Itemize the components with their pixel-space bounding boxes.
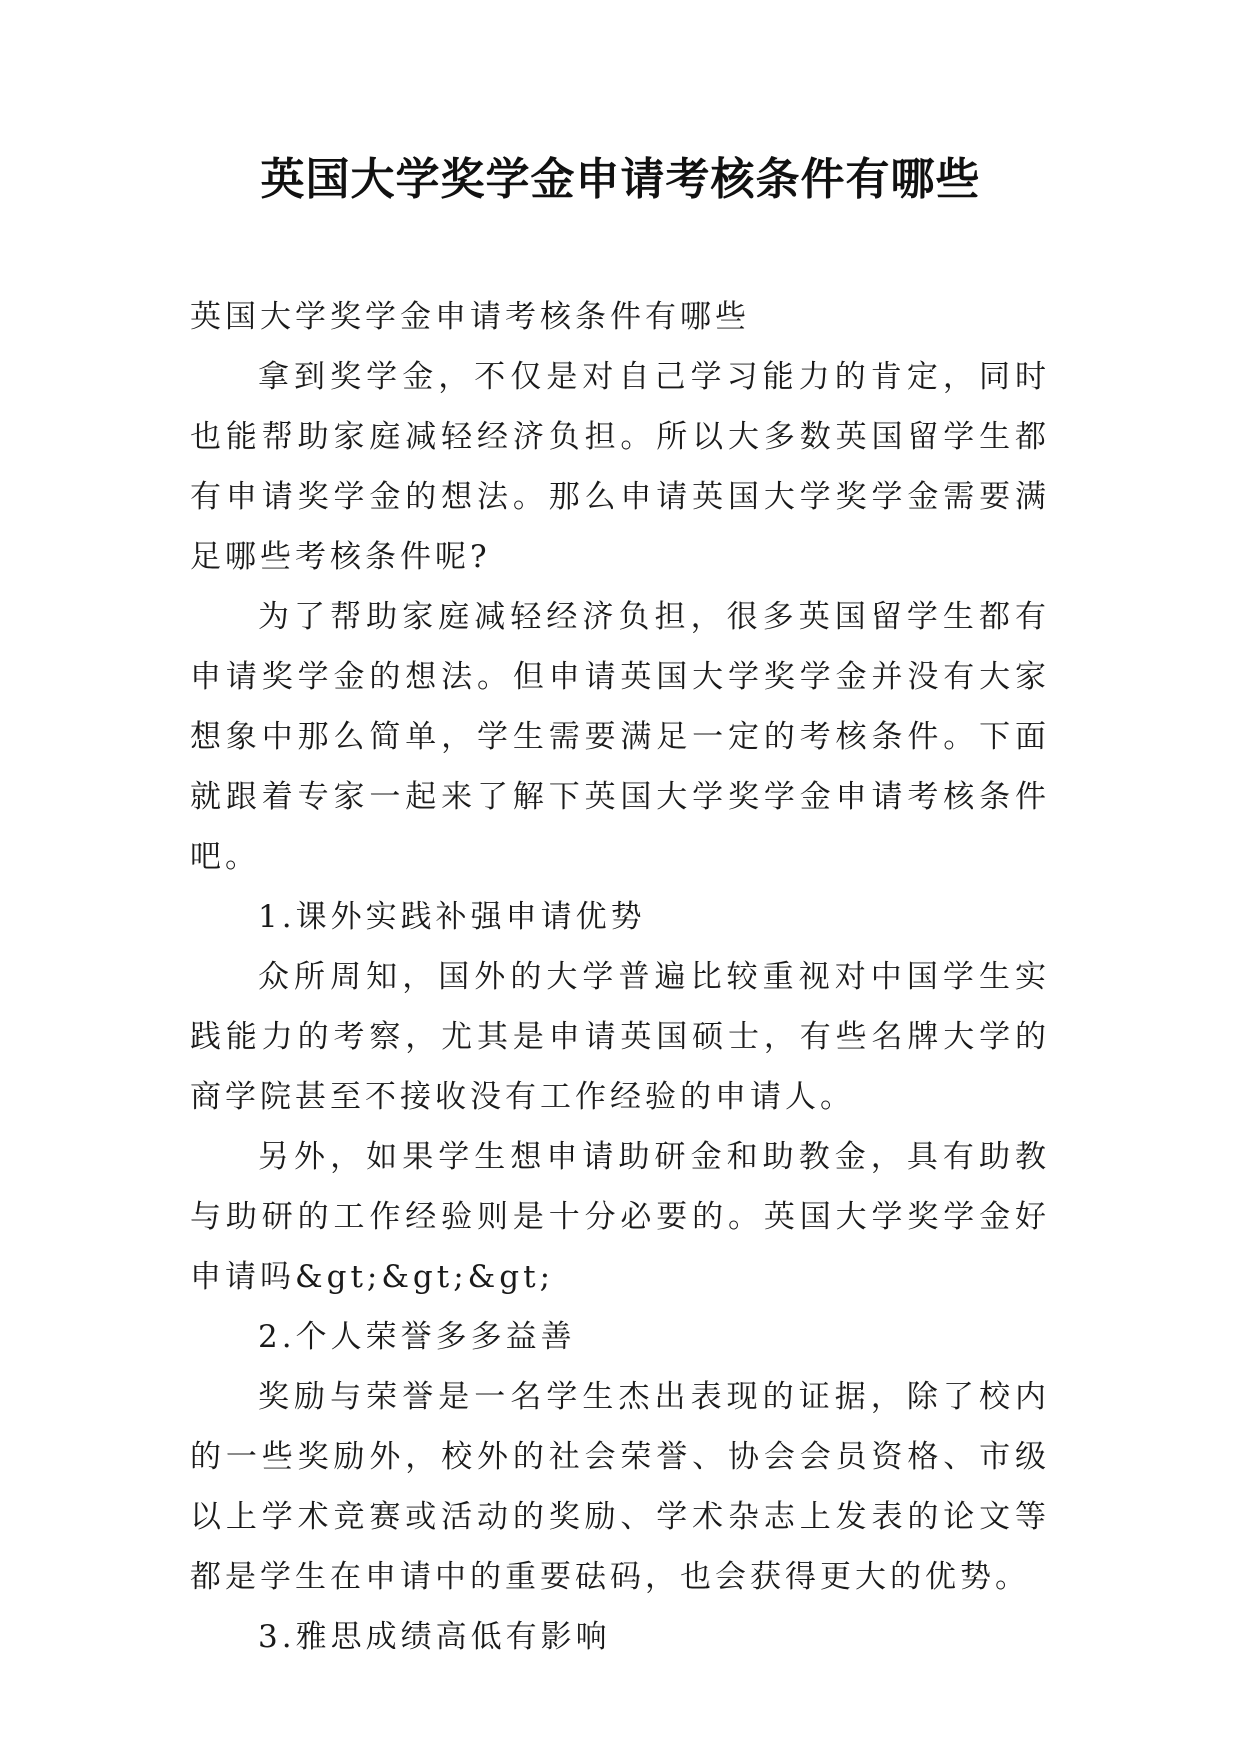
paragraph-background: 为了帮助家庭减轻经济负担，很多英国留学生都有申请奖学金的想法。但申请英国大学奖学金并没有大家想象中那么简单，学生需要满足一定的考核条件。下面就跟着专家一起来了解下英国大学奖学金申请考核条件吧。 bbox=[190, 599, 1050, 875]
section-heading-3: 3.雅思成绩高低有影响 bbox=[258, 1619, 611, 1655]
paragraph-honors: 奖励与荣誉是一名学生杰出表现的证据，除了校内的一些奖励外，校外的社会荣誉、协会会员资格、市级以上学术竞赛或活动的奖励、学术杂志上发表的论文等都是学生在申请中的重要砝码，也会获得更大的优势。 bbox=[190, 1379, 1050, 1595]
section-heading-1: 1.课外实践补强申请优势 bbox=[258, 899, 646, 935]
paragraph-intro: 拿到奖学金，不仅是对自己学习能力的肯定，同时也能帮助家庭减轻经济负担。所以大多数英国留学生都有申请奖学金的想法。那么申请英国大学奖学金需要满足哪些考核条件呢? bbox=[190, 359, 1050, 575]
paragraph-practice: 众所周知，国外的大学普遍比较重视对中国学生实践能力的考察，尤其是申请英国硕士，有些名牌大学的商学院甚至不接收没有工作经验的申请人。 bbox=[190, 959, 1050, 1115]
paragraph-assistantship: 另外，如果学生想申请助研金和助教金，具有助教与助研的工作经验则是十分必要的。英国大学奖学金好申请吗&gt;&gt;&gt; bbox=[190, 1139, 1050, 1295]
subtitle-line: 英国大学奖学金申请考核条件有哪些 bbox=[190, 299, 750, 335]
section-heading-2: 2.个人荣誉多多益善 bbox=[258, 1319, 576, 1355]
document-title: 英国大学奖学金申请考核条件有哪些 bbox=[260, 154, 981, 205]
document-body bbox=[190, 287, 1050, 1667]
